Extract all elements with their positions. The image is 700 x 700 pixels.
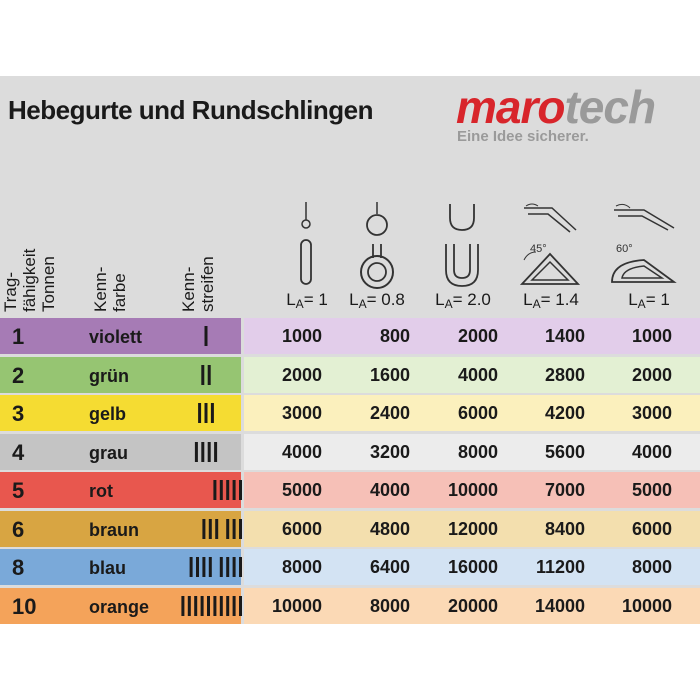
lf-label: L (628, 290, 638, 309)
load-value-cell: 16000 (447, 557, 498, 577)
color-name: blau (89, 558, 127, 578)
header-color-2 (110, 273, 129, 312)
load-value-cell: 10000 (447, 480, 498, 500)
stripe-mark (215, 519, 218, 539)
stripe-mark (226, 596, 229, 616)
logo-part-1: maro (456, 81, 565, 133)
header-color-line-1: Kenn- (91, 266, 110, 312)
brand-logo (456, 81, 656, 133)
stripe-mark (209, 557, 212, 577)
load-value-cell: 1000 (631, 326, 672, 346)
load-value-cell: 6000 (631, 519, 672, 539)
load-value-cell: 6400 (369, 557, 410, 577)
capacity-value: 2 (12, 363, 25, 388)
load-value-cell: 3000 (631, 403, 672, 423)
stripe-mark (220, 557, 223, 577)
header-stripes-2 (198, 256, 217, 312)
basket-hitch-icon (440, 200, 484, 290)
load-value-cell: 6000 (281, 519, 322, 539)
load-value-cell: 4200 (544, 403, 585, 423)
header-stripes (179, 267, 198, 312)
load-value-cell: 1000 (281, 326, 322, 346)
stripes-marker (160, 326, 250, 346)
header-stripes-line-1: Kenn- (179, 266, 198, 312)
lf-sub: A (637, 297, 646, 311)
load-value-cell: 2400 (369, 403, 410, 423)
lf-sub: A (295, 297, 304, 311)
load-value-cell: 4000 (631, 442, 672, 462)
capacity-value: 3 (12, 401, 25, 426)
load-value-cell: 2000 (631, 365, 672, 385)
load-value-cell: 10000 (271, 596, 322, 616)
stripes-marker (160, 557, 250, 577)
lf-value: = 1.4 (540, 290, 579, 309)
stripe-mark (209, 519, 212, 539)
stripe-mark (205, 326, 208, 346)
stripe-mark (202, 519, 205, 539)
load-value-cell: 5600 (544, 442, 585, 462)
header-stripes-line-2: streifen (198, 256, 217, 312)
color-name: violett (89, 327, 143, 347)
lf-value: = 0.8 (366, 290, 405, 309)
load-factor-5 (604, 290, 694, 311)
load-value-cell: 2000 (457, 326, 498, 346)
stripe-mark (220, 596, 223, 616)
header-capacity-2 (20, 249, 39, 312)
load-factor-3 (418, 290, 508, 311)
color-name: orange (89, 597, 150, 617)
stripes-marker (160, 365, 250, 385)
load-value-cell: 8000 (457, 442, 498, 462)
table-row (0, 549, 700, 585)
table-row (0, 318, 700, 354)
load-value-cell: 12000 (447, 519, 498, 539)
load-value-cell: 8000 (281, 557, 322, 577)
load-factor-4 (506, 290, 596, 311)
lf-sub: A (358, 297, 367, 311)
stripes-marker (160, 442, 250, 462)
stripe-mark (196, 557, 199, 577)
load-value-cell: 7000 (544, 480, 585, 500)
capacity-value: 5 (12, 478, 25, 503)
stripe-mark (188, 596, 191, 616)
stripe-mark (198, 403, 201, 423)
load-value-cell: 4000 (281, 442, 322, 462)
header-capacity-3 (39, 256, 58, 312)
stripes-marker (160, 596, 250, 616)
lf-label: L (435, 290, 445, 309)
capacity-value: 8 (12, 555, 25, 580)
basket-45-icon (518, 200, 584, 290)
stripe-mark (226, 557, 229, 577)
stripe-mark (211, 403, 214, 423)
load-value-cell: 5000 (631, 480, 672, 500)
table-row (0, 472, 700, 508)
load-value-cell: 3000 (281, 403, 322, 423)
stripe-mark (190, 557, 193, 577)
stripe-mark (207, 596, 210, 616)
load-value-cell: 8400 (544, 519, 585, 539)
lf-label: L (349, 290, 359, 309)
table-row (0, 434, 700, 470)
stripes-marker (160, 519, 250, 539)
lf-label: L (523, 290, 533, 309)
stripe-mark (226, 480, 229, 500)
header-color (91, 267, 110, 312)
stripe-mark (233, 557, 236, 577)
stripe-mark (233, 596, 236, 616)
lf-sub: A (444, 297, 453, 311)
stripe-mark (208, 365, 211, 385)
load-value-cell: 4800 (369, 519, 410, 539)
stripe-mark (208, 442, 211, 462)
stripe-mark (202, 557, 205, 577)
load-value-cell: 6000 (457, 403, 498, 423)
stripe-mark (201, 442, 204, 462)
table-row (0, 588, 700, 624)
stripe-mark (214, 442, 217, 462)
lf-value: = 2.0 (452, 290, 491, 309)
stripes-marker (160, 403, 250, 423)
lf-sub: A (532, 297, 541, 311)
stripe-mark (194, 596, 197, 616)
stripe-mark (195, 442, 198, 462)
logo-part-2: tech (564, 81, 656, 133)
stripes-marker (160, 480, 250, 500)
load-value-cell: 2800 (544, 365, 585, 385)
load-value-cell: 11200 (535, 557, 585, 577)
logo-tagline: Eine Idee sicherer. (457, 128, 589, 145)
page-title: Hebegurte und Rundschlingen (8, 95, 373, 125)
load-value-cell: 1600 (369, 365, 410, 385)
load-value-cell: 8000 (369, 596, 410, 616)
color-name: grün (89, 366, 129, 386)
load-value-cell: 14000 (534, 596, 585, 616)
capacity-value: 4 (12, 440, 25, 465)
stripe-mark (213, 480, 216, 500)
table-row (0, 357, 700, 393)
table-row (0, 395, 700, 431)
straight-lift-icon (286, 200, 326, 290)
stripe-mark (181, 596, 184, 616)
basket-60-icon (608, 200, 678, 290)
lf-value: = 1 (303, 290, 328, 309)
header-capacity-line-2: fähigkeit (20, 248, 39, 312)
load-value-cell: 2000 (281, 365, 322, 385)
header-capacity (1, 272, 20, 312)
load-value-cell: 3200 (369, 442, 410, 462)
stripe-mark (233, 519, 236, 539)
header-color-line-2: farbe (110, 273, 129, 312)
lf-label: L (286, 290, 296, 309)
stripe-mark (201, 596, 204, 616)
load-value-cell: 5000 (281, 480, 322, 500)
load-value-cell: 1400 (544, 326, 585, 346)
color-name: braun (89, 520, 140, 540)
angle-60-label: 60° (616, 243, 633, 255)
stripe-mark (213, 596, 216, 616)
load-value-cell: 4000 (457, 365, 498, 385)
stripe-mark (233, 480, 236, 500)
table-row (0, 511, 700, 547)
color-name: grau (89, 443, 129, 463)
load-value-cell: 8000 (631, 557, 672, 577)
load-value-cell: 20000 (447, 596, 498, 616)
lf-value: = 1 (645, 290, 670, 309)
stripe-mark (205, 403, 208, 423)
load-value-cell: 4000 (369, 480, 410, 500)
stripe-mark (201, 365, 204, 385)
capacity-value: 1 (12, 324, 25, 349)
angle-45-label: 45° (530, 243, 547, 255)
load-value-cell: 10000 (621, 596, 672, 616)
header-capacity-line-3: Tonnen (39, 256, 58, 312)
stripe-mark (226, 519, 229, 539)
capacity-value: 10 (12, 594, 37, 619)
capacity-value: 6 (12, 517, 25, 542)
stripe-mark (220, 480, 223, 500)
load-factor-2 (332, 290, 422, 311)
choke-hitch-icon (352, 200, 402, 290)
header-capacity-line-1: Trag- (1, 272, 20, 312)
color-name: gelb (89, 404, 127, 424)
load-value-cell: 800 (379, 326, 410, 346)
color-name: rot (89, 481, 113, 501)
